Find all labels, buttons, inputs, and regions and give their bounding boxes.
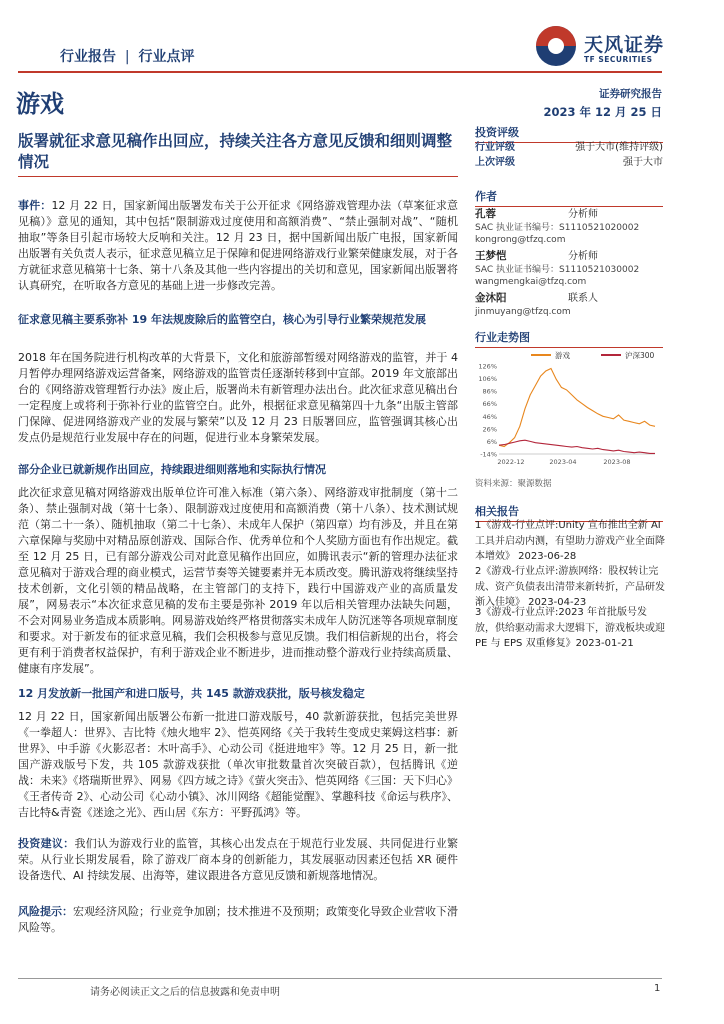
rating-table (475, 140, 663, 170)
report-title: 版署就征求意见稿作出回应，持续关注各方意见反馈和细则调整情况 (18, 132, 453, 171)
y-tick-label: 126% (478, 362, 497, 371)
header-separator: | (124, 49, 130, 65)
author-email[interactable]: wangmengkai@tfzq.com (475, 277, 587, 287)
rating-value: 强于大市(维持评级) (575, 142, 663, 153)
header-rule (18, 71, 662, 73)
event-label: 事件： (18, 199, 52, 212)
related-report-1[interactable]: 1《游戏-行业点评:Unity 宣布推出全新 AI 工具并启动内测，有望助力游戏产业全面降本增效》 2023-06-28 (475, 520, 665, 562)
risk-label: 风险提示： (18, 905, 73, 918)
rating-row-industry (475, 140, 663, 155)
y-tick-label: 106% (478, 375, 497, 384)
rating-heading: 投资评级 (475, 124, 663, 143)
author-entry (475, 291, 663, 318)
author-role: 分析师 (568, 251, 598, 262)
series-line-沪深300 (499, 440, 655, 453)
y-tick-label: 66% (482, 400, 497, 409)
author-email[interactable]: jinmuyang@tfzq.com (475, 307, 571, 317)
author-sac: SAC 执业证书编号：S1110521020002 (475, 223, 640, 233)
risk-text: 宏观经济风险；行业竞争加剧；技术推进不及预期；政策变化导致企业营收下滑风险等。 (18, 905, 458, 934)
y-tick-label: -14% (480, 450, 497, 459)
risk-warning (18, 904, 458, 936)
y-tick-label: 6% (486, 437, 497, 446)
legend-label: 沪深300 (625, 351, 655, 360)
author-name: 孔蓉 (475, 208, 496, 220)
footer-rule (18, 978, 662, 979)
research-label: 证券研究报告 (599, 88, 662, 100)
event-paragraph (18, 198, 458, 294)
report-category (60, 46, 194, 66)
rating-key: 上次评级 (475, 157, 515, 168)
related-report-2[interactable]: 2《游戏-行业点评:游族网络：股权转让完成、资产负债表出清带来新转折，产品研发渐入佳境》 2023-04-23 (475, 566, 665, 608)
author-role: 分析师 (568, 209, 598, 220)
investment-advice (18, 836, 458, 884)
author-heading: 作者 (475, 188, 663, 207)
report-date: 2023 年 12 月 25 日 (543, 105, 662, 119)
logo-english: TF SECURITIES (584, 55, 653, 64)
x-tick-label: 2023-04 (549, 458, 577, 466)
report-subtype: 行业点评 (138, 49, 195, 65)
report-type: 行业报告 (60, 49, 116, 65)
sector-title: 游戏 (16, 90, 64, 118)
author-name: 金沐阳 (475, 292, 507, 304)
section-heading-1: 征求意见稿主要系弥补 19 年法规废除后的监管空白，核心为引导行业繁荣规范发展 (18, 313, 426, 326)
author-entry (475, 249, 663, 288)
section-heading-2: 部分企业已就新规作出回应，持续跟进细则落地和实际执行情况 (18, 463, 326, 476)
trend-heading: 行业走势图 (475, 329, 663, 348)
x-tick-label: 2022-12 (497, 458, 525, 466)
chart-source: 资料来源：聚源数据 (475, 479, 552, 489)
author-list (475, 207, 663, 318)
rating-value: 强于大市 (623, 157, 663, 168)
x-tick-label: 2023-08 (603, 458, 631, 466)
author-role: 联系人 (568, 293, 598, 304)
author-sac: SAC 执业证书编号：S1110521030002 (475, 265, 640, 275)
advice-label: 投资建议： (18, 837, 75, 850)
event-text: 12 月 22 日，国家新闻出版署发布关于公开征求《网络游戏管理办法（草案征求意见稿）》意见的通知，其中包括“限制游戏过度使用和高额消费”、“禁止强制对战”、“随机抽取”等条目引起市场较大反响和关注。12 月 23 日，据中国新闻出版广电报，国家新闻出版署有关负责人表示，征求意见稿立足于保障和促进网络游戏行业繁荣健康发展，对于各方就征求意见稿第十七条、第十八条及其他一些内容提出的关切和意见，国家新闻出版署将认真研究，在听取各方意见的基础上进一步修改完善。 (18, 199, 458, 292)
section-2-paragraph: 此次征求意见稿对网络游戏出版单位许可准入标准（第六条）、网络游戏审批制度（第十二条）、禁止强制对战（第十七条）、限制游戏过度使用和高额消费（第十八条）、技术测试规范（第二十一条）、随机抽取（第二十七条）、未成年人保护（第四章）均有涉及，并且在第六章保障与奖励中对精品原创游戏、国际合作、优秀单位和个人奖励方面也有作出规定。截至 12 月 25 日，已有部分游戏公司对此意见稿作出回应，如腾讯表示“新的管理办法征求意见稿对于游戏合理的商业模式，运营节奏等关键要素并无本质改变。腾讯游戏将继续坚持技术创新，文化引领的精品战略，在主管部门的支持下，践行中国游戏产业的高质量发展”，网易表示“本次征求意见稿的发布主要是弥补 2019 年以后相关管理办法缺失问题，不会对网易业务造成本质影响。网易游戏始终严格贯彻落实未成年人防沉迷等各项规章制度和要求。对于新发布的征求意见稿，我们会积极参与意见反馈。我们相信新规的出台，将会更有利于消费者权益保护，有利于游戏企业不断进步，进而推动整个游戏行业持续高质量、健康有序发展”。 (18, 486, 458, 675)
rating-row-previous (475, 155, 663, 170)
author-name: 王梦恺 (475, 250, 507, 262)
section-heading-3: 12 月发放新一批国产和进口版号，共 145 款游戏获批，版号核发稳定 (18, 687, 365, 700)
y-tick-label: 46% (482, 412, 497, 421)
industry-trend-chart (475, 346, 663, 470)
legend-label: 游戏 (555, 351, 570, 360)
advice-text: 我们认为游戏行业的监管，其核心出发点在于规范行业发展、共同促进行业繁荣。从行业长期发展看，除了游戏厂商本身的创新能力，其发展驱动因素还包括 XR 硬件设备迭代、AI 持续发展、出海等，建议跟进各方意见反馈和新规落地情况。 (18, 837, 459, 882)
title-rule (18, 176, 458, 177)
section-1-paragraph: 2018 年在国务院进行机构改革的大背景下，文化和旅游部暂缓对网络游戏的监管，并于 4 月暂停办理网络游戏运营备案，网络游戏的监管责任逐渐转移到中宣部。2019 年文旅部出台的《网络游戏管理暂行办法》废止后，版署尚未有新管理办法出台。此次征求意见稿出台一定程度上或将利于弥补行业的监管空白。此外，根据征求意见稿第四十九条“出版主管部门保障、促进网络游戏产业的发展与繁荣”以及 12 月 23 日版署回应，监管强调其核心出发点仍是规范行业发展中存在的问题，促进行业本身繁荣发展。 (18, 351, 458, 444)
logo-text: 天风证券 (584, 34, 665, 56)
rating-key: 行业评级 (475, 142, 515, 153)
author-email[interactable]: kongrong@tfzq.com (475, 235, 566, 245)
section-3-paragraph: 12 月 22 日，国家新闻出版署公布新一批进口游戏版号，40 款新游获批，包括完美世界《一拳超人：世界》、吉比特《烛火地牢 2》、恺英网络《关于我转生变成史莱姆这档事：新世界》、中手游《火影忍者：木叶高手》、心动公司《挺进地牢》等。12 月 25 日，新一批国产游戏版号下发，共 105 款游戏获批（单次审批数量首次突破百款），包括腾讯《逆战：未来》《塔瑞斯世界》、网易《四方域之诗》《萤火突击》、恺英网络《三国：天下归心》《王者传奇 2》、心动公司《心动小镇》、冰川网络《超能觉醒》、掌趣科技《命运与秩序》、吉比特&青瓷《迷途之光》、西山居《东方：平野孤鸿》等。 (18, 710, 458, 819)
page-number: 1 (654, 983, 661, 994)
footer-disclaimer: 请务必阅读正文之后的信息披露和免责申明 (90, 987, 280, 998)
related-report-3[interactable]: 3《游戏-行业点评:2023 年首批版号发放，供给驱动需求大逻辑下，游戏板块或迎 PE 与 EPS 双重修复》2023-01-21 (475, 607, 665, 649)
author-entry (475, 207, 663, 246)
y-tick-label: 26% (482, 425, 497, 434)
series-line-游戏 (499, 369, 655, 447)
y-tick-label: 86% (482, 387, 497, 396)
related-heading: 相关报告 (475, 503, 663, 522)
